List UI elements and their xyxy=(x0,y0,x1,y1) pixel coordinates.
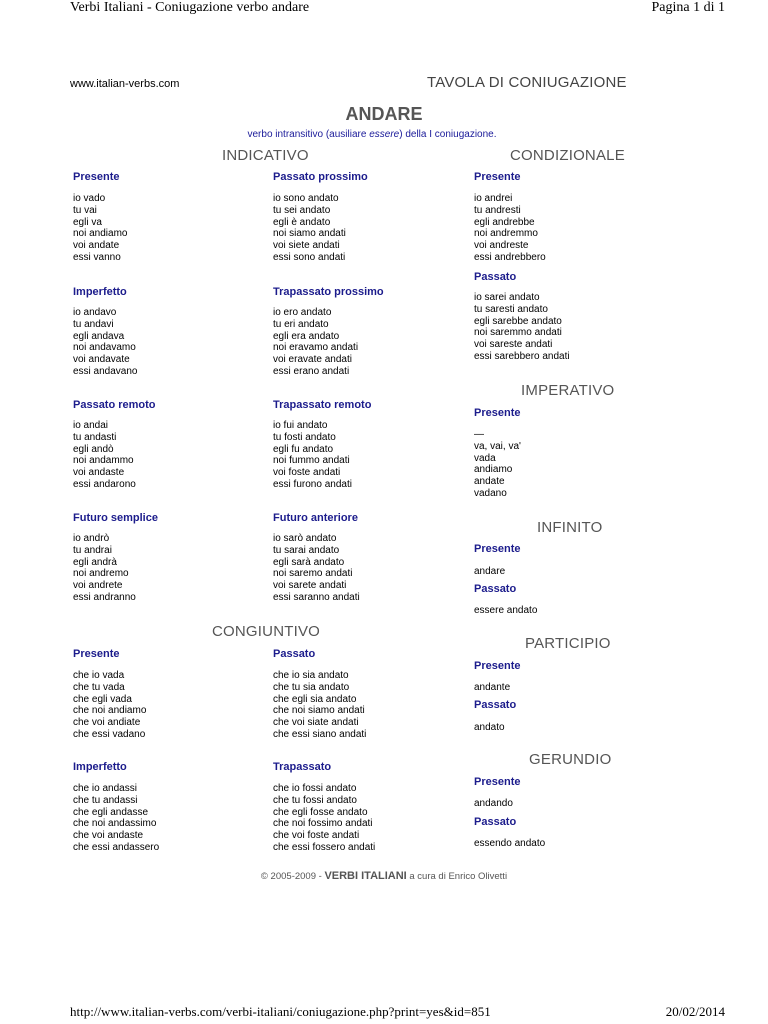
conjugation-form: che io sia andato xyxy=(273,670,349,681)
conjugation-form: egli andava xyxy=(73,330,125,342)
conjugation-form: andate xyxy=(474,476,505,488)
conjugation-list xyxy=(474,292,570,363)
conjugation-form: voi foste andati xyxy=(273,467,341,479)
conjugation-form: essi saranno andati xyxy=(273,591,360,603)
conjugation-form: essi sono andati xyxy=(273,251,346,263)
tense-heading: Futuro anteriore xyxy=(273,512,358,524)
conjugation-form: voi siete andati xyxy=(273,240,340,252)
conjugation-form: io sono andato xyxy=(273,193,339,204)
conjugation-form: essi andrebbero xyxy=(474,251,546,263)
table-title: TAVOLA DI CONIUGAZIONE xyxy=(427,74,627,91)
conjugation-form: che tu andassi xyxy=(73,794,138,806)
conjugation-form: tu andresti xyxy=(474,204,521,216)
conjugation-form: voi andreste xyxy=(474,240,529,252)
conjugation-list xyxy=(73,193,127,264)
conjugation-list xyxy=(474,605,537,617)
auxiliary-verb: essere xyxy=(369,129,400,140)
conjugation-form: andare xyxy=(474,566,506,577)
conjugation-form: noi fummo andati xyxy=(273,455,350,467)
conjugation-list xyxy=(273,783,375,854)
tense-heading: Imperfetto xyxy=(73,761,127,773)
tense-heading: Presente xyxy=(474,660,521,672)
conjugation-form: noi siamo andati xyxy=(273,228,346,240)
tense-heading: Passato prossimo xyxy=(273,171,368,183)
conjugation-form: tu vai xyxy=(73,204,97,216)
tense-heading: Presente xyxy=(474,776,521,788)
conjugation-form: egli era andato xyxy=(273,330,340,342)
tense-heading: Trapassato remoto xyxy=(273,399,372,411)
conjugation-list xyxy=(273,670,366,741)
conjugation-form: essi andarono xyxy=(73,478,136,490)
conjugation-form: che voi andaste xyxy=(73,830,144,842)
conjugation-form: andiamo xyxy=(474,464,513,476)
conjugation-form: tu andavi xyxy=(73,318,114,330)
conjugation-form: essi erano andati xyxy=(273,365,350,377)
conjugation-form: che tu vada xyxy=(73,681,125,693)
copyright-suffix: a cura di Enrico Olivetti xyxy=(406,871,508,882)
print-footer-date: 20/02/2014 xyxy=(665,1004,725,1019)
conjugation-form: che noi andiamo xyxy=(73,705,147,717)
conjugation-form: che egli fosse andato xyxy=(273,806,368,818)
tense-heading: Presente xyxy=(73,648,120,660)
conjugation-list xyxy=(474,798,513,810)
tense-heading: Passato xyxy=(474,583,517,595)
conjugation-list xyxy=(474,193,546,264)
conjugation-list xyxy=(474,682,510,694)
conjugation-form: che tu sia andato xyxy=(273,681,350,693)
conjugation-form: che egli vada xyxy=(73,693,132,705)
conjugation-form: va, vai, va' xyxy=(474,440,521,452)
tense-heading: Futuro semplice xyxy=(73,512,158,524)
conjugation-list xyxy=(73,307,138,378)
conjugation-form: io andai xyxy=(73,420,109,431)
conjugation-form: essi furono andati xyxy=(273,478,352,490)
conjugation-form: essi andavano xyxy=(73,365,138,377)
tense-heading: Passato xyxy=(273,648,316,660)
conjugation-form: che essi vadano xyxy=(73,728,146,740)
tense-heading: Passato remoto xyxy=(73,399,156,411)
conjugation-form: essendo andato xyxy=(474,838,546,849)
conjugation-list xyxy=(73,533,136,604)
conjugation-form: che noi siamo andati xyxy=(273,705,365,717)
conjugation-list xyxy=(474,838,545,850)
conjugation-form: che noi andassimo xyxy=(73,818,157,830)
conjugation-form: egli fu andato xyxy=(273,443,334,455)
conjugation-list xyxy=(273,420,352,491)
conjugation-form: tu eri andato xyxy=(273,318,329,330)
conjugation-form: noi andavamo xyxy=(73,342,136,354)
conjugation-form: noi andiamo xyxy=(73,228,128,240)
copyright-brand: VERBI ITALIANI xyxy=(324,870,407,882)
conjugation-form: tu andasti xyxy=(73,431,117,443)
copyright-prefix: © 2005-2009 - xyxy=(260,871,325,882)
conjugation-form: vadano xyxy=(474,487,507,499)
site-url: www.italian-verbs.com xyxy=(70,78,180,90)
conjugation-form: che voi siate andati xyxy=(273,717,359,729)
conjugation-list xyxy=(474,722,505,734)
conjugation-form: che tu fossi andato xyxy=(273,794,357,806)
conjugation-form: io sarei andato xyxy=(474,292,540,303)
conjugation-form: egli sarà andato xyxy=(273,556,345,568)
mood-condizionale: CONDIZIONALE xyxy=(510,147,625,164)
verb-title: ANDARE xyxy=(345,104,423,124)
conjugation-form: egli andò xyxy=(73,443,114,455)
conjugation-form: tu saresti andato xyxy=(474,303,548,315)
tense-heading: Passato xyxy=(474,699,517,711)
conjugation-form: essi andranno xyxy=(73,591,136,603)
conjugation-form: andante xyxy=(474,682,511,693)
conjugation-form: noi andremo xyxy=(73,568,129,580)
mood-imperativo: IMPERATIVO xyxy=(521,382,615,399)
conjugation-form: egli va xyxy=(73,216,102,228)
conjugation-form: che essi siano andati xyxy=(273,728,367,740)
conjugation-form: egli andrà xyxy=(73,556,117,568)
conjugation-form: che noi fossimo andati xyxy=(273,818,373,830)
conjugation-form: io ero andato xyxy=(273,307,332,318)
conjugation-form: voi sareste andati xyxy=(474,339,553,351)
conjugation-form: io fui andato xyxy=(273,420,328,431)
tense-heading: Trapassato xyxy=(273,761,332,773)
mood-indicativo: INDICATIVO xyxy=(222,147,309,164)
conjugation-form: che egli sia andato xyxy=(273,693,357,705)
conjugation-form: che essi fossero andati xyxy=(273,841,376,853)
conjugation-list xyxy=(474,429,521,500)
conjugation-form: io vado xyxy=(73,193,106,204)
print-header-page: Pagina 1 di 1 xyxy=(651,0,725,15)
conjugation-list xyxy=(273,533,360,604)
conjugation-form: tu sei andato xyxy=(273,204,331,216)
conjugation-form: essi sarebbero andati xyxy=(474,350,570,362)
conjugation-form: io andrò xyxy=(73,533,110,544)
conjugation-list xyxy=(73,670,146,741)
description-text-end: ) della I coniugazione. xyxy=(399,129,497,140)
tense-heading: Trapassato prossimo xyxy=(273,286,384,298)
conjugation-list xyxy=(474,566,505,578)
conjugation-form: che voi foste andati xyxy=(273,830,360,842)
conjugation-list xyxy=(273,307,358,378)
tense-heading: Presente xyxy=(474,407,521,419)
conjugation-form: tu fosti andato xyxy=(273,431,336,443)
conjugation-form: voi andavate xyxy=(73,354,130,366)
mood-congiuntivo: CONGIUNTIVO xyxy=(212,623,321,640)
conjugation-form: andato xyxy=(474,722,505,733)
conjugation-form: voi andaste xyxy=(73,467,125,479)
conjugation-form: che io andassi xyxy=(73,783,137,794)
conjugation-form: tu sarai andato xyxy=(273,544,340,556)
conjugation-form: — xyxy=(474,429,484,440)
conjugation-form: che io fossi andato xyxy=(273,783,357,794)
conjugation-form: che egli andasse xyxy=(73,806,149,818)
conjugation-form: voi andrete xyxy=(73,580,123,592)
verb-description xyxy=(0,129,744,140)
print-header-title: Verbi Italiani - Coniugazione verbo andare xyxy=(70,0,310,15)
conjugation-form: noi andremmo xyxy=(474,228,538,240)
tense-heading: Presente xyxy=(474,543,521,555)
copyright xyxy=(0,870,768,882)
mood-gerundio: GERUNDIO xyxy=(529,751,612,768)
conjugation-list xyxy=(73,783,159,854)
conjugation-form: egli sarebbe andato xyxy=(474,315,562,327)
conjugation-list xyxy=(273,193,346,264)
conjugation-form: tu andrai xyxy=(73,544,112,556)
conjugation-form: vada xyxy=(474,452,496,464)
conjugation-form: essi vanno xyxy=(73,251,121,263)
tense-heading: Passato xyxy=(474,816,517,828)
conjugation-form: egli è andato xyxy=(273,216,331,228)
conjugation-form: noi eravamo andati xyxy=(273,342,359,354)
conjugation-form: egli andrebbe xyxy=(474,216,535,228)
conjugation-form: noi saremmo andati xyxy=(474,327,562,339)
tense-heading: Presente xyxy=(474,171,521,183)
mood-infinito: INFINITO xyxy=(537,519,603,536)
print-footer-url: http://www.italian-verbs.com/verbi-italiani/coniugazione.php?print=yes&id=851 xyxy=(70,1004,491,1019)
conjugation-form: noi andammo xyxy=(73,455,134,467)
conjugation-list xyxy=(73,420,136,491)
conjugation-form: io andrei xyxy=(474,193,513,204)
conjugation-form: voi sarete andati xyxy=(273,580,347,592)
conjugation-form: andando xyxy=(474,798,513,809)
tense-heading: Passato xyxy=(474,271,517,283)
mood-participio: PARTICIPIO xyxy=(525,635,611,652)
conjugation-form: che io vada xyxy=(73,670,125,681)
conjugation-form: io sarò andato xyxy=(273,533,337,544)
tense-heading: Imperfetto xyxy=(73,286,127,298)
conjugation-form: io andavo xyxy=(73,307,117,318)
tense-heading: Presente xyxy=(73,171,120,183)
conjugation-form: noi saremo andati xyxy=(273,568,353,580)
conjugation-form: che essi andassero xyxy=(73,841,160,853)
conjugation-form: voi andate xyxy=(73,240,120,252)
description-text: verbo intransitivo (ausiliare xyxy=(247,129,370,140)
conjugation-form: che voi andiate xyxy=(73,717,141,729)
conjugation-form: voi eravate andati xyxy=(273,354,352,366)
conjugation-form: essere andato xyxy=(474,605,538,616)
